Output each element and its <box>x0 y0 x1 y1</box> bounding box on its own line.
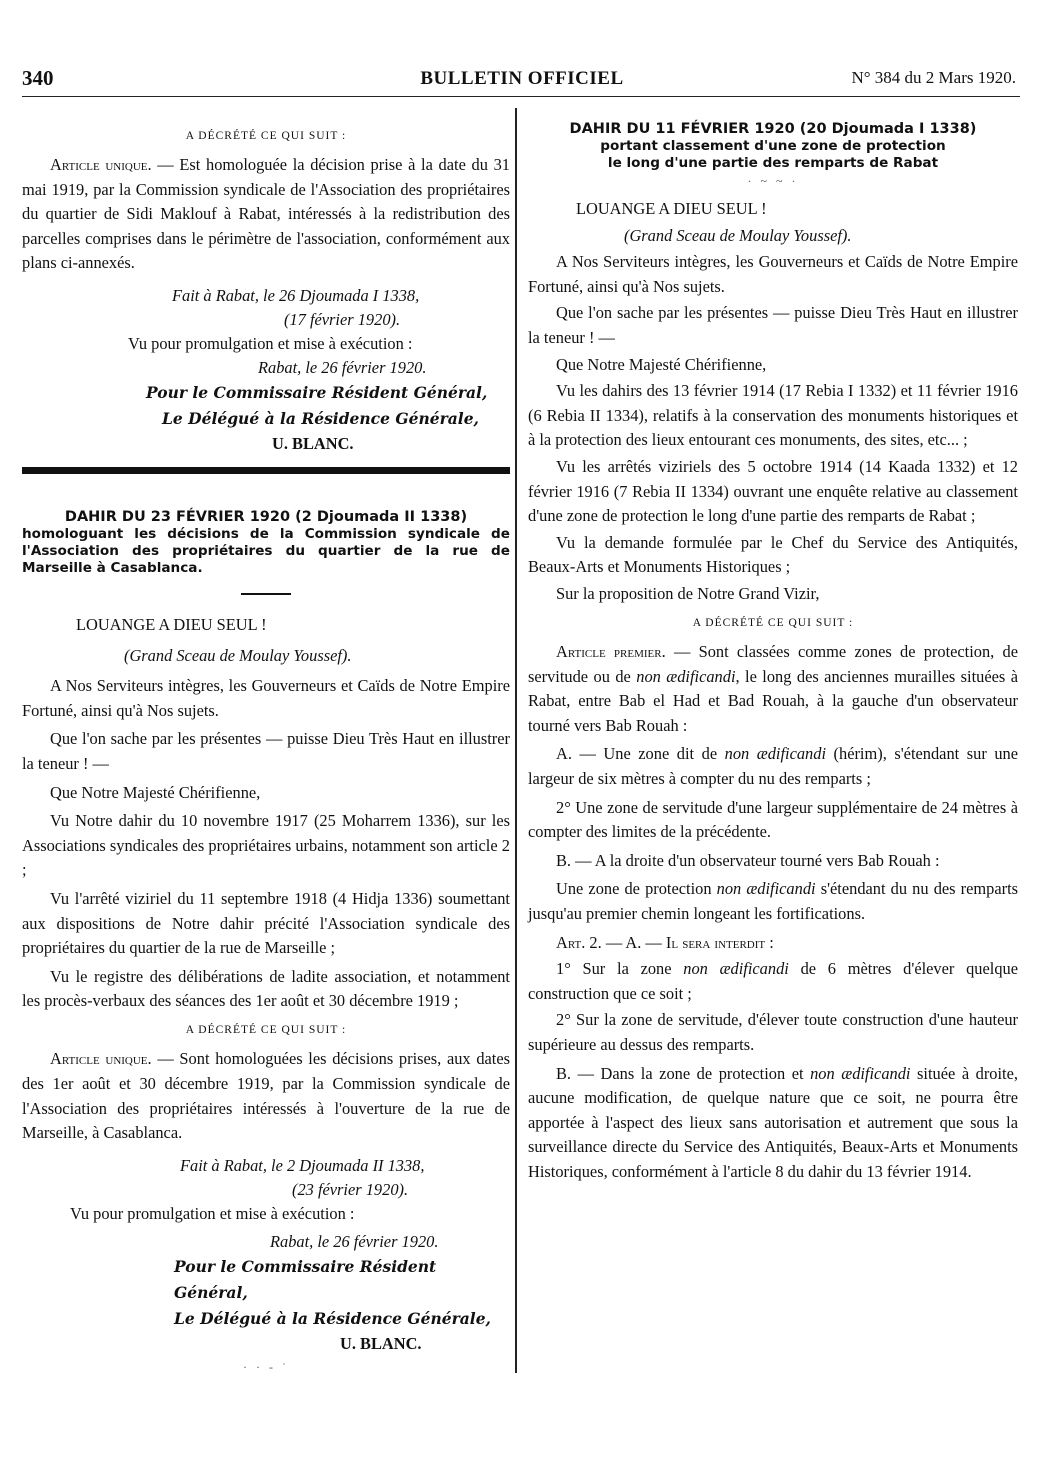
ornament: · · - ˙ <box>243 1359 289 1374</box>
rabat-date: Rabat, le 26 février 1920. <box>270 1231 439 1251</box>
paragraph: A Nos Serviteurs intègres, les Gouverneurs et Caïds de Notre Empire Fortuné, ainsi qu'à Nos sujets. <box>22 676 510 720</box>
fait-date: (17 février 1920). <box>284 309 401 329</box>
promulgation-line: Vu pour promulgation et mise à exécution : <box>70 1203 355 1223</box>
pour-commissaire: Pour le Commissaire Résident Général, <box>174 1256 437 1302</box>
dahir-subtitle-line-2: le long d'une partie des remparts de Rabat <box>607 155 939 171</box>
article-paragraph <box>22 153 510 276</box>
louange: LOUANGE A DIEU SEUL ! <box>576 199 767 218</box>
signature-blanc: U. BLANC. <box>340 1333 422 1353</box>
paragraph: Vu le registre des délibérations de ladite association, et notamment les procès-verbaux des séances des 1er août et 30 décembre 1919 ; <box>22 966 510 1011</box>
left-column-top <box>22 118 510 456</box>
article-text: — Est homologuée la décision prise à la date du 31 mai 1919, par la Commission syndicale de l'Association des propriétaires du quartier de Sidi Maklouf à Rabat, intéressés à la redistribution des parcelles comprises dans le périmètre de l'association, conformément aux plans ci-annexés. <box>22 155 511 273</box>
page-header <box>22 66 1022 94</box>
clause-text: 1° Sur la zone <box>556 959 684 979</box>
clause-text: Une zone de protection <box>556 879 717 899</box>
short-rule <box>241 593 291 595</box>
article-label: Article premier. <box>556 642 666 661</box>
dahir-title: DAHIR DU 11 FÉVRIER 1920 (20 Djoumada I 1338) <box>569 121 977 137</box>
clause-text: B. — Dans la zone de protection et <box>556 1063 811 1083</box>
paragraph: 2° Une zone de servitude d'une largeur supplémentaire de 24 mètres à compter des limites de la précédente. <box>528 797 1018 842</box>
article-heading: Art. 2. — A. — Il sera interdit : <box>556 932 774 952</box>
issue-number: N° 384 du 2 Mars 1920. <box>851 68 1016 87</box>
paragraph <box>528 742 1018 791</box>
article-paragraph <box>528 640 1018 738</box>
paragraph: Vu Notre dahir du 10 novembre 1917 (25 Moharrem 1336), sur les Associations syndicales des propriétaires urbains, notamment son article 2 ; <box>22 811 510 880</box>
paragraph: Sur la proposition de Notre Grand Vizir, <box>556 583 820 603</box>
header-rule <box>22 96 1020 97</box>
section-separator <box>22 467 510 474</box>
paragraph: A Nos Serviteurs intègres, les Gouverneurs et Caïds de Notre Empire Fortuné, ainsi qu'à Nos sujets. <box>528 252 1018 296</box>
journal-title: BULLETIN OFFICIEL <box>420 68 624 89</box>
clause-text: (hérim), s'étendant sur une largeur de six mètres à compter du nu des remparts ; <box>528 744 1018 788</box>
fait-line: Fait à Rabat, le 2 Djoumada II 1338, <box>180 1155 425 1175</box>
article-text: — Sont homologuées les décisions prises, aux dates des 1er août et 30 décembre 1919, par la Commission syndicale de l'Association des propriétaires intéressés à l'ouverture de la rue de Marseille, à Casablanca. <box>22 1049 510 1143</box>
louange: LOUANGE A DIEU SEUL ! <box>76 615 267 634</box>
article-text: , le long des anciennes murailles situées à Rabat, entre Bab el Had et Bad Rouah, à la gauche d'un observateur tourné vers Bab Rouah : <box>528 666 1018 735</box>
grand-sceau: (Grand Sceau de Moulay Youssef). <box>624 225 852 245</box>
paragraph: B. — A la droite d'un observateur tourné vers Bab Rouah : <box>556 850 940 870</box>
decrete-heading: A DÉCRÉTÉ CE QUI SUIT : <box>185 1023 347 1036</box>
promulgation-line: Vu pour promulgation et mise à exécution : <box>128 333 413 353</box>
article-text: — Sont classées comme zones de protection, de servitude ou de <box>528 642 1018 686</box>
paragraph: Vu l'arrêté viziriel du 11 septembre 1918 (4 Hidja 1336) soumettant aux dispositions de Notre dahir précité l'Association syndicale des propriétaires du quartier de la rue de Marseille ; <box>22 888 510 958</box>
clause-text: de 6 mètres d'élever quelque construction que ce soit ; <box>528 959 1018 1003</box>
paragraph: Vu la demande formulée par le Chef du Service des Antiquités, Beaux-Arts et Monuments Historiques ; <box>528 532 1018 577</box>
rabat-date: Rabat, le 26 février 1920. <box>258 357 427 377</box>
paragraph: Vu les arrêtés viziriels des 5 octobre 1914 (14 Kaada 1332) et 12 février 1916 (7 Rebia II 1334) ouvrant une enquête relative au classement d'une zone de protection le long d'une partie des remparts de Rabat ; <box>528 456 1018 526</box>
article-label: Article unique. <box>50 155 152 174</box>
right-column <box>528 120 1018 1184</box>
dahir-subtitle-line-1: portant classement d'une zone de protection <box>600 138 946 154</box>
paragraph: Que l'on sache par les présentes — puisse Dieu Très Haut en illustrer la teneur ! — <box>528 303 1018 347</box>
paragraph: Vu les dahirs des 13 février 1914 (17 Rebia I 1332) et 11 février 1916 (6 Rebia II 1334), relatifs à la conservation des monuments historiques et à la protection des lieux entourant ces monuments, des sites, etc... ; <box>528 381 1018 450</box>
paragraph <box>528 957 1018 1006</box>
clause-text: A. — Une zone dit de <box>556 744 725 764</box>
paragraph: 2° Sur la zone de servitude, d'élever toute construction d'une hauteur supérieure au dessus des remparts. <box>528 1010 1018 1054</box>
latin-term: non ædificandi <box>810 1063 911 1083</box>
decrete-heading: A DÉCRÉTÉ CE QUI SUIT : <box>185 129 347 142</box>
grand-sceau: (Grand Sceau de Moulay Youssef). <box>124 645 352 665</box>
signature-blanc: U. BLANC. <box>272 433 354 453</box>
article-label: Article unique. <box>50 1049 152 1069</box>
fait-line: Fait à Rabat, le 26 Djoumada I 1338, <box>172 285 420 305</box>
paragraph: Que Notre Majesté Chérifienne, <box>556 354 767 374</box>
latin-term: non ædificandi <box>724 744 826 764</box>
latin-term: non ædificandi <box>716 879 816 899</box>
article-paragraph <box>22 1047 510 1145</box>
column-divider <box>515 108 517 1373</box>
page-number: 340 <box>22 66 54 90</box>
left-column-dahir <box>22 508 510 1387</box>
paragraph <box>528 1062 1018 1185</box>
pour-commissaire: Pour le Commissaire Résident Général, <box>146 382 488 402</box>
dahir-subtitle: homologuant les décisions de la Commission syndicale de l'Association des propriétaires du quartier de la rue de Marseille à Casablanca. <box>22 526 510 576</box>
delegue-residence: Le Délégué à la Résidence Générale, <box>174 1308 491 1328</box>
ornament: · ~ ~ · <box>747 174 799 188</box>
latin-term: non ædificandi <box>683 959 789 979</box>
clause-text: s'étendant du nu des remparts jusqu'au premier chemin longeant les fortifications. <box>528 879 1019 923</box>
delegue-residence: Le Délégué à la Résidence Générale, <box>162 408 479 428</box>
fait-date: (23 février 1920). <box>292 1179 409 1199</box>
paragraph: Que l'on sache par les présentes — puisse Dieu Très Haut en illustrer la teneur ! — <box>22 729 510 773</box>
dahir-title: DAHIR DU 23 FÉVRIER 1920 (2 Djoumada II 1338) <box>64 509 468 525</box>
decrete-heading: A DÉCRÉTÉ CE QUI SUIT : <box>692 616 854 629</box>
clause-text: située à droite, aucune modification, de quelque nature que ce soit, ne pourra être apportée à l'aspect des lieux sans autorisation et autrement que sous la surveillance directe du Service des Antiquités, Beaux-Arts et Monuments Historiques, conformément à l'article 8 du dahir du 13 février 1914. <box>528 1063 1018 1181</box>
paragraph <box>528 877 1018 926</box>
latin-term: non ædificandi <box>636 666 736 686</box>
paragraph: Que Notre Majesté Chérifienne, <box>50 782 261 802</box>
